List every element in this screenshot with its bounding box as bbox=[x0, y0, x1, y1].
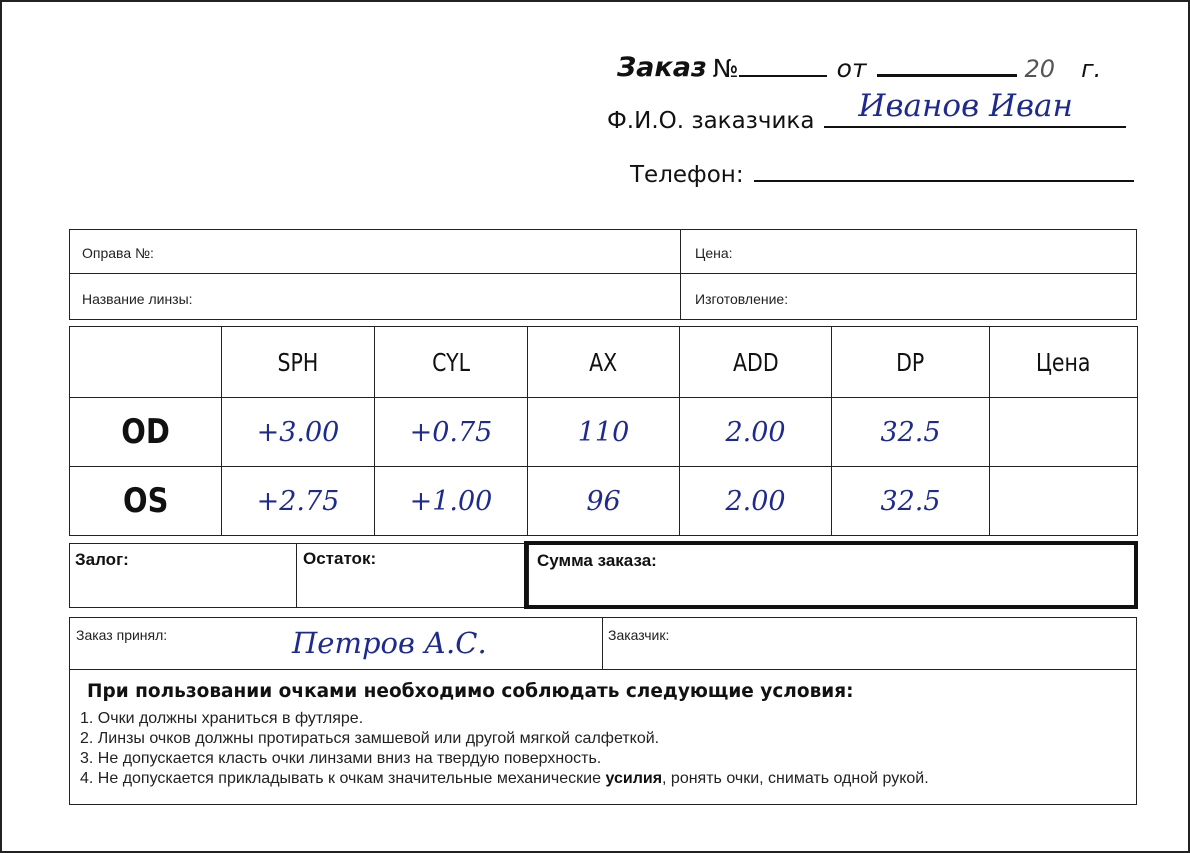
prescription-header-row bbox=[70, 327, 1138, 398]
deposit-label: Залог: bbox=[75, 550, 129, 569]
date-from-label: от bbox=[836, 54, 867, 83]
signatures-box bbox=[69, 617, 1137, 670]
balance-label: Остаток: bbox=[303, 549, 377, 568]
dp-cell-od[interactable]: 32.5 bbox=[832, 398, 990, 467]
phone-label: Телефон: bbox=[630, 162, 744, 188]
cyl-cell-os[interactable]: +1.00 bbox=[375, 467, 528, 536]
order-number-label: № bbox=[712, 54, 739, 83]
price-label: Цена: bbox=[695, 245, 733, 261]
column-header-cyl: CYL bbox=[375, 327, 528, 398]
add-cell-os[interactable]: 2.00 bbox=[680, 467, 832, 536]
order-total-box[interactable] bbox=[524, 541, 1138, 609]
order-header-line bbox=[617, 52, 1101, 83]
sph-cell-os[interactable]: +2.75 bbox=[222, 467, 375, 536]
rule-item: 4. Не допускается прикладывать к очкам значительные механические усилия, ронять очки, снимать одной рукой. bbox=[80, 770, 929, 787]
rule-item: 1. Очки должны храниться в футляре. bbox=[80, 710, 364, 727]
add-cell-od[interactable]: 2.00 bbox=[680, 398, 832, 467]
order-date-field[interactable] bbox=[877, 74, 1017, 77]
usage-rules-title: При пользовании очками необходимо соблюдать следующие условия: bbox=[87, 681, 854, 702]
column-header-price: Цена bbox=[990, 327, 1138, 398]
year-prefix: 20 bbox=[1024, 55, 1056, 83]
dp-cell-os[interactable]: 32.5 bbox=[832, 467, 990, 536]
customer-signature-label: Заказчик: bbox=[608, 627, 670, 643]
rule-item: 3. Не допускается класть очки линзами вниз на твердую поверхность. bbox=[80, 750, 602, 767]
order-title: Заказ bbox=[617, 52, 707, 83]
eye-label-cell bbox=[70, 467, 222, 536]
phone-line bbox=[630, 162, 1134, 188]
eye-label-cell bbox=[70, 398, 222, 467]
customer-line bbox=[607, 88, 1126, 134]
payment-divider bbox=[296, 544, 297, 607]
prescription-row-od bbox=[70, 398, 1138, 467]
eye-label-od: OD bbox=[121, 412, 170, 452]
info-box bbox=[69, 229, 1137, 320]
phone-field[interactable] bbox=[754, 180, 1134, 182]
prescription-row-os bbox=[70, 467, 1138, 536]
sph-cell-od[interactable]: +3.00 bbox=[222, 398, 375, 467]
rule-item: 2. Линзы очков должны протираться замшевой или другой мягкой салфеткой. bbox=[80, 730, 660, 747]
customer-name-value: Иванов Иван bbox=[858, 88, 1073, 124]
frame-label: Оправа №: bbox=[82, 245, 154, 261]
accepted-by-label: Заказ принял: bbox=[76, 627, 168, 643]
manufacture-label: Изготовление: bbox=[695, 291, 789, 307]
signatures-divider bbox=[602, 618, 603, 669]
info-divider-v bbox=[680, 230, 681, 319]
prescription-table bbox=[69, 326, 1138, 536]
year-suffix: г. bbox=[1081, 55, 1102, 83]
column-header-add: ADD bbox=[680, 327, 832, 398]
order-total-label: Сумма заказа: bbox=[537, 551, 657, 570]
eye-label-os: OS bbox=[122, 481, 169, 521]
column-header-sph: SPH bbox=[222, 327, 375, 398]
accepted-by-value: Петров А.С. bbox=[292, 626, 487, 660]
price-cell-os[interactable] bbox=[990, 467, 1138, 536]
ax-cell-od[interactable]: 110 bbox=[528, 398, 680, 467]
price-cell-od[interactable] bbox=[990, 398, 1138, 467]
ax-cell-os[interactable]: 96 bbox=[528, 467, 680, 536]
customer-label: Ф.И.О. заказчика bbox=[607, 108, 815, 134]
order-number-field[interactable] bbox=[739, 75, 827, 77]
payment-box bbox=[69, 543, 529, 608]
customer-name-field[interactable] bbox=[824, 88, 1126, 128]
column-header-ax: AX bbox=[528, 327, 680, 398]
column-header-dp: DP bbox=[832, 327, 990, 398]
info-divider-h bbox=[70, 273, 1136, 274]
column-header-eye bbox=[70, 327, 222, 398]
usage-rules-list bbox=[80, 709, 929, 789]
lens-name-label: Название линзы: bbox=[82, 291, 193, 307]
cyl-cell-od[interactable]: +0.75 bbox=[375, 398, 528, 467]
